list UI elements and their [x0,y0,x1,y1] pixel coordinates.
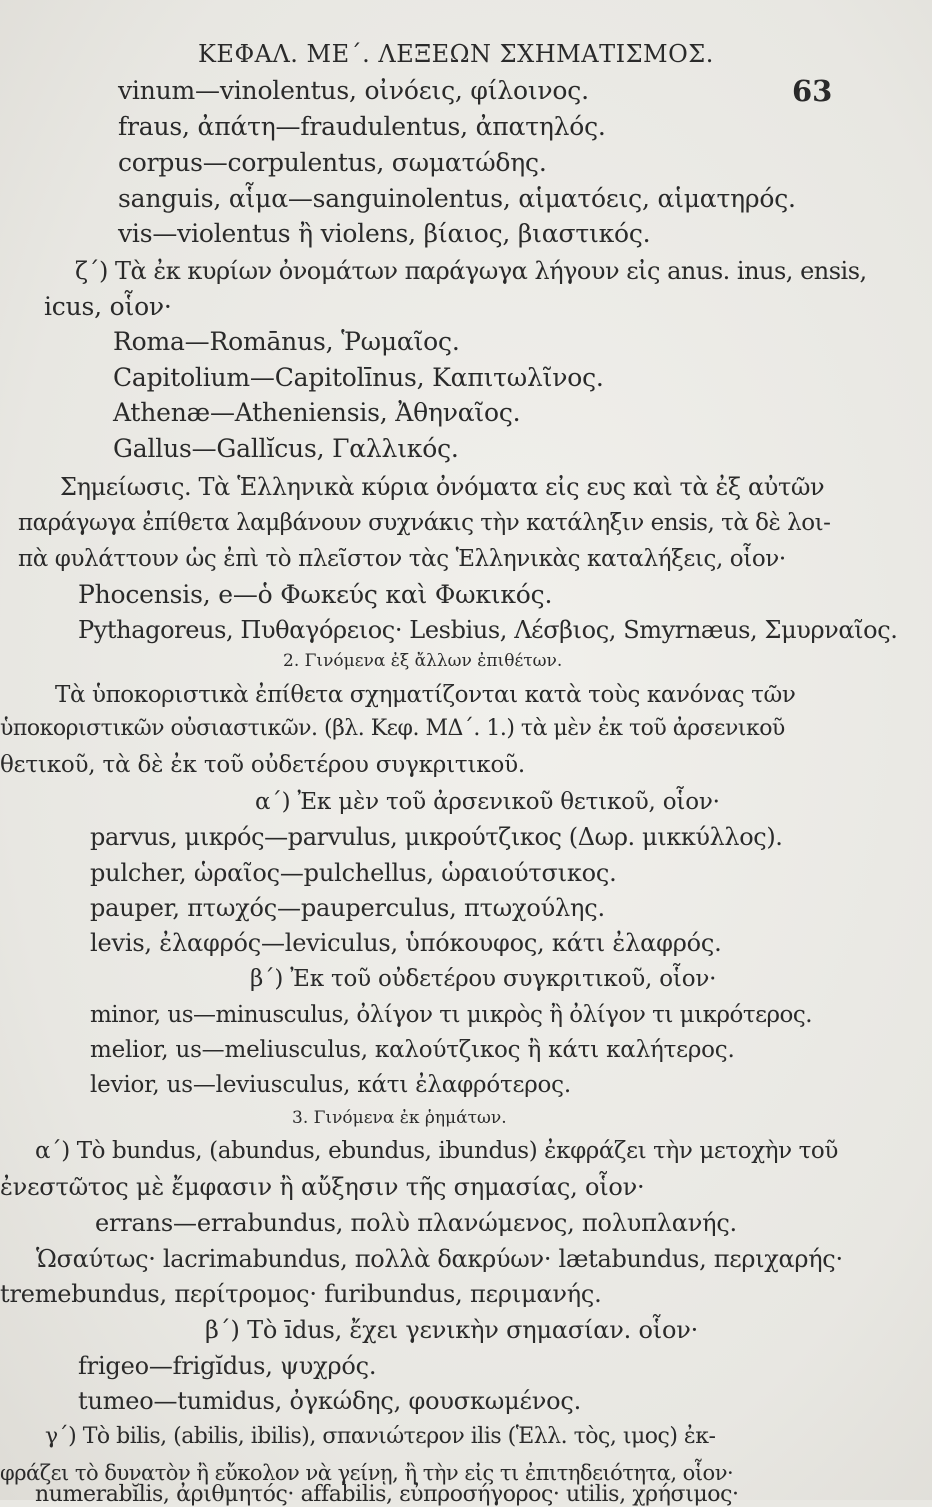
text-line: Τὰ ὑποκοριστικὰ ἐπίθετα σχηματίζονται κατὰ τοὺς κανόνας τῶν [55,682,796,708]
text-line: frigeo—frigĭdus, ψυχρός. [78,1352,377,1380]
text-line: levis, ἐλαφρός—leviculus, ὑπόκουφος, κάτι ἐλαφρός. [90,929,722,957]
running-header: ΚΕΦΑΛ. ΜΕ΄. ΛΕΞΕΩΝ ΣΧΗΜΑΤΙΣΜΟΣ. [198,40,714,68]
text-line: Phocensis, e—ὁ Φωκεύς καὶ Φωκικός. [78,580,553,609]
text-line: ζ΄) Τὰ ἐκ κυρίων ὀνομάτων παράγωγα λήγουν εἰς anus. inus, ensis, [75,257,867,285]
text-line: φράζει τὸ δυνατὸν ἢ εὔκολον νὰ γείνῃ, ἢ τὴν εἰς τι ἐπιτηδειότητα, οἷον· [0,1461,734,1485]
text-line: β΄) Ἐκ τοῦ οὐδετέρου συγκριτικοῦ, οἷον· [250,966,717,992]
text-line: γ΄) Τὸ bilis, (abilis, ibilis), σπανιώτερον ilis (Ἑλλ. τὸς, ιμος) ἐκ- [45,1424,716,1449]
text-line: fraus, ἀπάτη—fraudulentus, ἀπατηλός. [118,112,606,141]
text-line: Roma—Romānus, Ῥωμαῖος. [113,327,460,356]
text-line: Capitolium—Capitolīnus, Καπιτωλῖνος. [113,363,604,392]
text-line: α΄) Τὸ bundus, (abundus, ebundus, ibundus) ἐκφράζει τὴν μετοχὴν τοῦ [35,1138,838,1164]
text-line: Ὡσαύτως· lacrimabundus, πολλὰ δακρύων· lætabundus, περιχαρής· [36,1245,843,1273]
text-line: ὑποκοριστικῶν οὐσιαστικῶν. (βλ. Κεφ. ΜΔ΄. 1.) τὰ μὲν ἐκ τοῦ ἀρσενικοῦ [0,716,785,741]
text-line: corpus—corpulentus, σωματώδης. [118,148,547,177]
text-line: tremebundus, περίτρομος· furibundus, περιμανής. [0,1280,602,1308]
text-line: minor, us—minusculus, ὀλίγον τι μικρὸς ἢ ὀλίγον τι μικρότερος. [90,1002,813,1028]
text-line: πὰ φυλάττουν ὡς ἐπὶ τὸ πλεῖστον τὰς Ἑλληνικὰς καταλήξεις, οἷον· [18,546,786,572]
text-line: Σημείωσις. Τὰ Ἑλληνικὰ κύρια ὀνόματα εἰς ευς καὶ τὰ ἐξ αὐτῶν [60,473,825,501]
text-line: pulcher, ὡραῖος—pulchellus, ὡραιούτσικος. [90,859,617,887]
text-line: pauper, πτωχός—pauperculus, πτωχούλης. [90,894,605,922]
text-line: β΄) Τὸ īdus, ἔχει γενικὴν σημασίαν. οἷον· [205,1316,699,1344]
text-line: Athenæ—Atheniensis, Ἀθηναῖος. [113,398,521,427]
text-line: ἐνεστῶτος μὲ ἔμφασιν ἢ αὔξησιν τῆς σημασίας, οἷον· [0,1173,645,1201]
text-line: vinum—vinolentus, οἰνόεις, φίλοινος. [118,76,589,105]
subheading: 2. Γινόμενα ἐξ ἄλλων ἐπιθέτων. [283,651,563,671]
text-line: numerabĭlis, ἀριθμητός· affabilis, εὐπροσήγορος· utilis, χρήσιμος· [35,1482,739,1507]
text-line: tumeo—tumidus, ὀγκώδης, φουσκωμένος. [78,1387,582,1415]
text-line: θετικοῦ, τὰ δὲ ἐκ τοῦ οὐδετέρου συγκριτικοῦ. [0,752,525,778]
subheading: 3. Γινόμενα ἐκ ῥημάτων. [292,1108,507,1128]
text-line: parvus, μικρός—parvulus, μικρούτζικος (Δωρ. μικκύλλος). [90,823,783,851]
text-line: vis—violentus ἢ violens, βίαιος, βιαστικός. [118,219,651,248]
text-line: Pythagoreus, Πυθαγόρειος· Lesbius, Λέσβιος, Smyrnæus, Σμυρναῖος. [78,616,898,644]
text-line: levior, us—leviusculus, κάτι ἐλαφρότερος. [90,1072,571,1098]
text-line: icus, οἷον· [44,292,172,321]
text-line: α΄) Ἐκ μὲν τοῦ ἀρσενικοῦ θετικοῦ, οἷον· [255,789,720,815]
text-line: παράγωγα ἐπίθετα λαμβάνουν συχνάκις τὴν κατάληξιν ensis, τὰ δὲ λοι- [18,510,831,536]
text-line: melior, us—meliusculus, καλούτζικος ἢ κάτι καλήτερος. [90,1037,735,1063]
text-line: Gallus—Gallĭcus, Γαλλικός. [113,434,459,463]
text-line: errans—errabundus, πολὺ πλανώμενος, πολυπλανής. [95,1209,737,1237]
page-number: 63 [792,74,833,108]
text-line: sanguis, αἷμα—sanguinolentus, αἱματόεις, αἱματηρός. [118,184,796,213]
